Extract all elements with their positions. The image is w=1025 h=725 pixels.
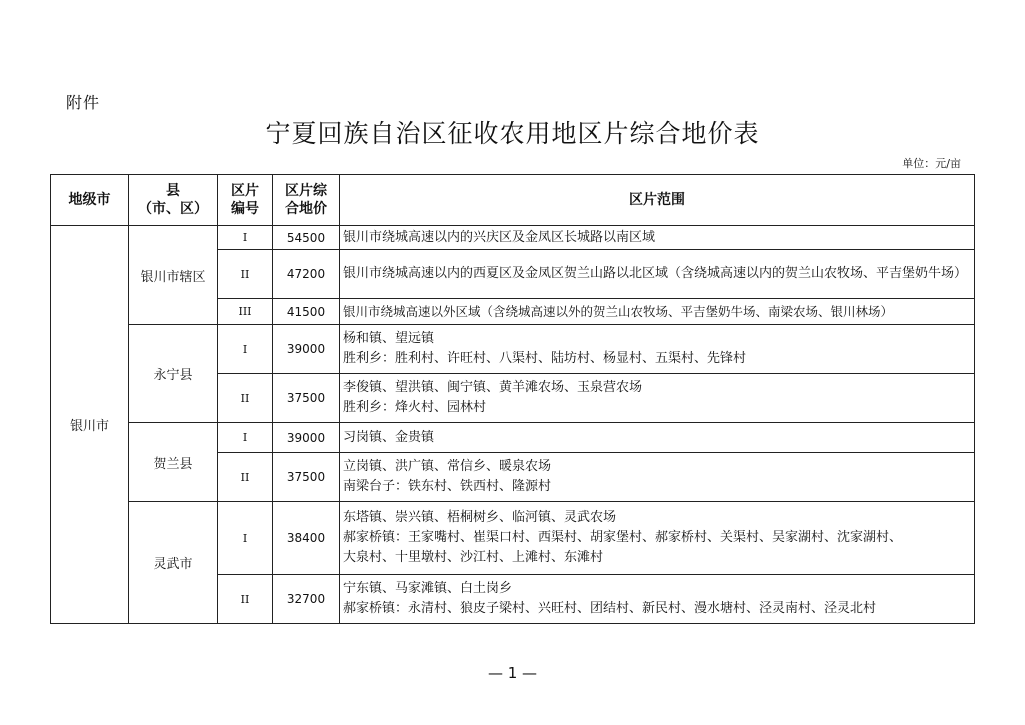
county-cell: 灵武市: [129, 502, 218, 624]
zone-price: 54500: [273, 226, 340, 250]
header-prefecture: 地级市: [51, 175, 129, 226]
zone-range: 银川市绕城高速以内的兴庆区及金凤区长城路以南区域: [340, 226, 975, 250]
zone-range: 宁东镇、马家滩镇、白土岗乡 郝家桥镇：永清村、狼皮子梁村、兴旺村、团结村、新民村、漫水塘村、泾灵南村、泾灵北村: [340, 575, 975, 624]
zone-grade: III: [218, 299, 273, 325]
header-zone-scope: 区片范围: [340, 175, 975, 226]
county-cell: 贺兰县: [129, 423, 218, 502]
zone-range: 立岗镇、洪广镇、常信乡、暖泉农场 南梁台子：铁东村、铁西村、隆源村: [340, 453, 975, 502]
zone-range: 李俊镇、望洪镇、闽宁镇、黄羊滩农场、玉泉营农场 胜利乡：烽火村、园林村: [340, 374, 975, 423]
header-zone-number: 区片 编号: [218, 175, 273, 226]
zone-price: 38400: [273, 502, 340, 575]
land-price-table: [50, 174, 975, 624]
zone-price: 47200: [273, 250, 340, 299]
header-county: 县 （市、区）: [129, 175, 218, 226]
prefecture-cell: 银川市: [51, 226, 129, 624]
zone-grade: II: [218, 250, 273, 299]
county-cell: 银川市辖区: [129, 226, 218, 325]
zone-range: 银川市绕城高速以外区域（含绕城高速以外的贺兰山农牧场、平吉堡奶牛场、南梁农场、银川林场）: [340, 299, 975, 325]
header-zone-price: 区片综 合地价: [273, 175, 340, 226]
county-cell: 永宁县: [129, 325, 218, 423]
table-row: [51, 226, 975, 250]
table-row: [51, 325, 975, 374]
zone-range: 习岗镇、金贵镇: [340, 423, 975, 453]
zone-range: 杨和镇、望远镇 胜利乡：胜利村、许旺村、八渠村、陆坊村、杨显村、五渠村、先锋村: [340, 325, 975, 374]
table-row: [51, 502, 975, 575]
zone-price: 41500: [273, 299, 340, 325]
zone-range: 东塔镇、崇兴镇、梧桐树乡、临河镇、灵武农场 郝家桥镇：王家嘴村、崔渠口村、西渠村、胡家堡村、郝家桥村、关渠村、吴家湖村、沈家湖村、 大泉村、十里墩村、沙江村、上滩村、东滩村: [340, 502, 975, 575]
page-number: — 1 —: [487, 664, 538, 682]
zone-price: 32700: [273, 575, 340, 624]
page-title: 宁夏回族自治区征收农用地区片综合地价表: [265, 119, 760, 148]
table-row: [51, 423, 975, 453]
table-header-row: [51, 175, 975, 226]
zone-grade: I: [218, 502, 273, 575]
zone-grade: I: [218, 423, 273, 453]
zone-grade: II: [218, 374, 273, 423]
zone-price: 39000: [273, 325, 340, 374]
zone-grade: II: [218, 575, 273, 624]
zone-price: 39000: [273, 423, 340, 453]
zone-grade: I: [218, 226, 273, 250]
attachment-label: 附件: [66, 93, 101, 112]
zone-range: 银川市绕城高速以内的西夏区及金凤区贺兰山路以北区域（含绕城高速以内的贺兰山农牧场、平吉堡奶牛场）: [340, 250, 975, 299]
zone-price: 37500: [273, 453, 340, 502]
zone-price: 37500: [273, 374, 340, 423]
unit-label: 单位：元/亩: [902, 157, 961, 170]
zone-grade: I: [218, 325, 273, 374]
zone-grade: II: [218, 453, 273, 502]
